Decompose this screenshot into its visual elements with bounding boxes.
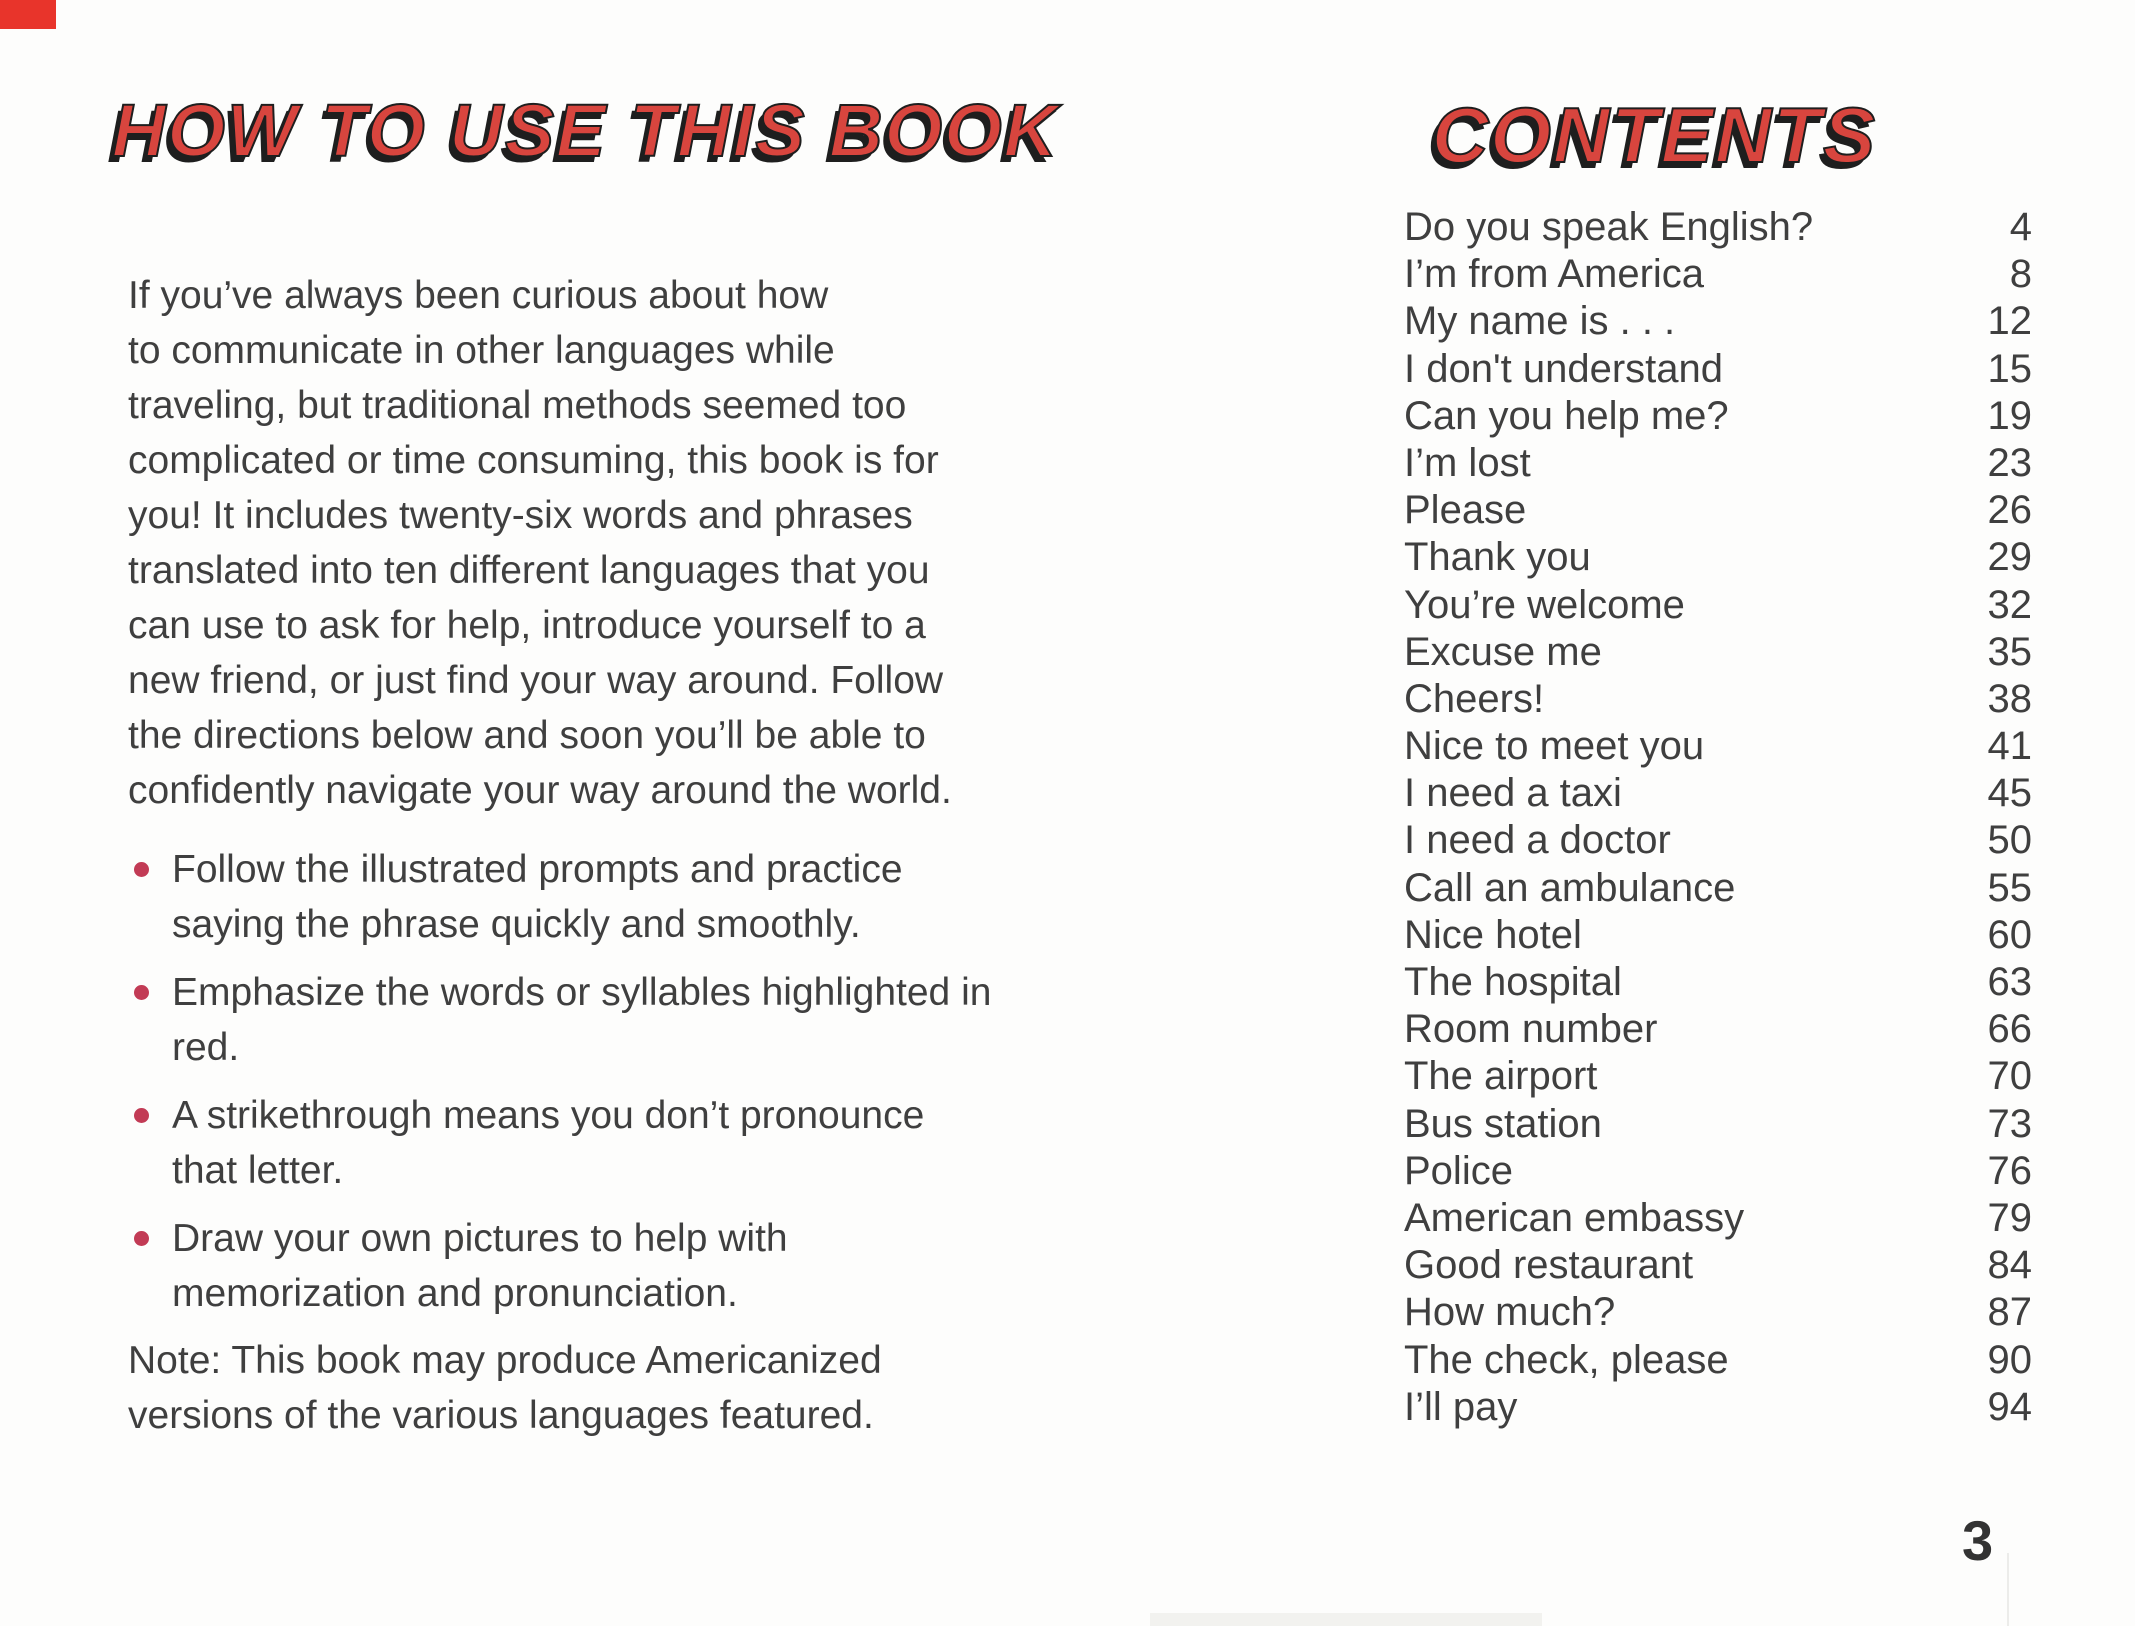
toc-label: I’m lost bbox=[1404, 440, 1531, 485]
toc-entry bbox=[1404, 1101, 2032, 1148]
toc-page-number: 87 bbox=[1987, 1290, 2032, 1335]
toc-entry bbox=[1404, 440, 2032, 487]
toc-label: Please bbox=[1404, 488, 1527, 533]
toc-entry bbox=[1404, 1148, 2032, 1195]
toc-entry bbox=[1404, 582, 2032, 629]
toc-entry bbox=[1404, 1242, 2032, 1289]
toc-entry bbox=[1404, 251, 2032, 298]
toc-entry bbox=[1404, 817, 2032, 864]
toc-page-number: 50 bbox=[1987, 818, 2032, 863]
toc-page-number: 73 bbox=[1987, 1101, 2032, 1146]
toc-page-number: 38 bbox=[1987, 676, 2032, 721]
toc-page-number: 79 bbox=[1987, 1195, 2032, 1240]
bullet-item bbox=[128, 842, 1108, 952]
toc-page-number: 8 bbox=[2009, 252, 2032, 297]
toc-label: The airport bbox=[1404, 1054, 1598, 1099]
toc-page-number: 35 bbox=[1987, 629, 2032, 674]
toc-entry bbox=[1404, 1053, 2032, 1100]
intro-line: new friend, or just find your way around. Follow bbox=[128, 659, 944, 702]
toc-label: How much? bbox=[1404, 1290, 1616, 1335]
toc-page-number: 66 bbox=[1987, 1007, 2032, 1052]
intro-line: confidently navigate your way around the world. bbox=[128, 769, 952, 812]
toc-entry bbox=[1404, 912, 2032, 959]
scan-crease-line bbox=[2007, 1553, 2009, 1626]
note-paragraph bbox=[128, 1333, 1108, 1443]
toc-entry bbox=[1404, 1289, 2032, 1336]
toc-page-number: 63 bbox=[1987, 960, 2032, 1004]
bullet-dot-icon bbox=[134, 1108, 149, 1123]
toc-label: The check, please bbox=[1404, 1337, 1729, 1382]
toc-entry bbox=[1404, 1337, 2032, 1384]
toc-entry bbox=[1404, 346, 2032, 393]
bullet-line: red. bbox=[172, 1026, 240, 1069]
toc-entry bbox=[1404, 676, 2032, 723]
intro-line: you! It includes twenty-six words and phrases bbox=[128, 494, 913, 537]
toc-page-number: 23 bbox=[1987, 440, 2032, 485]
toc-entry bbox=[1404, 204, 2032, 251]
toc-page-number: 4 bbox=[2009, 205, 2032, 249]
toc-page-number: 55 bbox=[1987, 865, 2032, 910]
red-corner-mark bbox=[0, 0, 56, 29]
toc-label: I don't understand bbox=[1404, 346, 1723, 391]
toc-entry bbox=[1404, 1384, 2032, 1431]
intro-paragraph bbox=[128, 268, 1088, 818]
bullet-item bbox=[128, 1211, 1108, 1321]
toc-label: I need a doctor bbox=[1404, 818, 1671, 863]
bullet-line: A strikethrough means you don’t pronounce bbox=[172, 1094, 925, 1137]
note-line: Note: This book may produce Americanized bbox=[128, 1339, 882, 1382]
intro-line: traveling, but traditional methods seemed too bbox=[128, 384, 907, 427]
toc-page-number: 26 bbox=[1987, 488, 2032, 533]
bullet-dot-icon bbox=[134, 1231, 149, 1246]
bullet-dot-icon bbox=[134, 862, 149, 877]
bullet-list bbox=[128, 842, 1108, 1334]
page-title: HOW TO USE THIS BOOK bbox=[112, 89, 1060, 172]
bullet-line: Follow the illustrated prompts and practice bbox=[172, 848, 903, 891]
toc-page-number: 41 bbox=[1987, 724, 2032, 769]
intro-line: to communicate in other languages while bbox=[128, 329, 835, 372]
bullet-line: Draw your own pictures to help with bbox=[172, 1217, 788, 1260]
toc-entry bbox=[1404, 959, 2032, 1006]
toc-label: My name is . . . bbox=[1404, 299, 1676, 344]
toc-label: Room number bbox=[1404, 1007, 1658, 1052]
toc-label: Bus station bbox=[1404, 1101, 1602, 1146]
intro-line: translated into ten different languages that you bbox=[128, 549, 930, 592]
toc-entry bbox=[1404, 298, 2032, 345]
toc-label: Excuse me bbox=[1404, 629, 1602, 674]
toc-label: American embassy bbox=[1404, 1195, 1745, 1240]
toc-page-number: 84 bbox=[1987, 1243, 2032, 1288]
toc-label: You’re welcome bbox=[1404, 582, 1685, 627]
toc-label: Nice hotel bbox=[1404, 912, 1582, 957]
toc-entry bbox=[1404, 487, 2032, 534]
bullet-line: memorization and pronunciation. bbox=[172, 1272, 738, 1315]
toc-entry bbox=[1404, 629, 2032, 676]
note-line: versions of the various languages featured. bbox=[128, 1394, 874, 1437]
toc-label: Do you speak English? bbox=[1404, 205, 1814, 249]
toc-page-number: 94 bbox=[1987, 1384, 2032, 1429]
bullet-dot-icon bbox=[134, 985, 149, 1000]
intro-line: can use to ask for help, introduce yourself to a bbox=[128, 604, 926, 647]
toc-entry bbox=[1404, 393, 2032, 440]
toc-label: Good restaurant bbox=[1404, 1243, 1694, 1288]
bullet-item bbox=[128, 965, 1108, 1075]
toc-page-number: 15 bbox=[1987, 346, 2032, 391]
toc-label: The hospital bbox=[1404, 960, 1622, 1004]
toc-page-number: 60 bbox=[1987, 912, 2032, 957]
toc-label: Police bbox=[1404, 1148, 1513, 1193]
toc-entry bbox=[1404, 723, 2032, 770]
toc-label: I need a taxi bbox=[1404, 771, 1622, 816]
toc-label: Cheers! bbox=[1404, 676, 1545, 721]
intro-line: the directions below and soon you’ll be able to bbox=[128, 714, 926, 757]
contents-title: CONTENTS bbox=[1432, 91, 1877, 179]
bullet-line: saying the phrase quickly and smoothly. bbox=[172, 903, 861, 946]
page-number: 3 bbox=[1962, 1509, 1994, 1572]
toc-page-number: 90 bbox=[1987, 1337, 2032, 1382]
toc-page-number: 45 bbox=[1987, 771, 2032, 816]
intro-line: If you’ve always been curious about how bbox=[128, 274, 829, 317]
bullet-line: Emphasize the words or syllables highlighted in bbox=[172, 971, 992, 1014]
toc-page-number: 12 bbox=[1987, 299, 2032, 344]
toc-label: Thank you bbox=[1404, 535, 1591, 580]
toc-label: Nice to meet you bbox=[1404, 724, 1705, 769]
toc-label: I’m from America bbox=[1404, 252, 1705, 297]
toc-entry bbox=[1404, 770, 2032, 817]
scan-artifact-strip bbox=[1150, 1613, 1542, 1626]
toc-entry bbox=[1404, 865, 2032, 912]
toc-label: Can you help me? bbox=[1404, 393, 1729, 438]
table-of-contents bbox=[1404, 204, 2032, 1431]
toc-page-number: 76 bbox=[1987, 1148, 2032, 1193]
intro-line: complicated or time consuming, this book is for bbox=[128, 439, 939, 482]
toc-page-number: 29 bbox=[1987, 535, 2032, 580]
toc-page-number: 19 bbox=[1987, 393, 2032, 438]
toc-entry bbox=[1404, 534, 2032, 581]
toc-page-number: 32 bbox=[1987, 582, 2032, 627]
toc-entry bbox=[1404, 1195, 2032, 1242]
toc-label: Call an ambulance bbox=[1404, 865, 1736, 910]
toc-label: I’ll pay bbox=[1404, 1384, 1518, 1429]
toc-entry bbox=[1404, 1006, 2032, 1053]
bullet-line: that letter. bbox=[172, 1149, 344, 1192]
toc-page-number: 70 bbox=[1987, 1054, 2032, 1099]
bullet-item bbox=[128, 1088, 1108, 1198]
